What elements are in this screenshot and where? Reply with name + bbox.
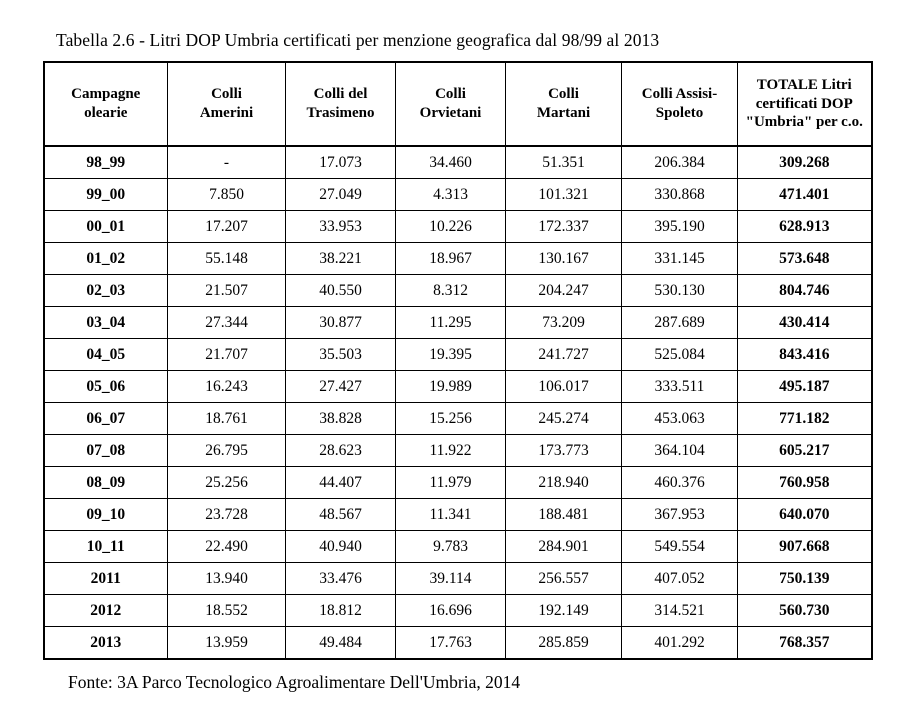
table-row (44, 595, 872, 627)
cell-totale: 430.414 (738, 307, 872, 339)
cell-value: 364.104 (622, 435, 738, 467)
cell-value: 16.696 (396, 595, 506, 627)
cell-campagna: 2011 (44, 563, 168, 595)
cell-value: 285.859 (506, 627, 622, 660)
cell-value: 40.940 (286, 531, 396, 563)
cell-totale: 804.746 (738, 275, 872, 307)
cell-campagna: 2012 (44, 595, 168, 627)
column-header-4 (506, 62, 622, 146)
cell-value: 16.243 (168, 371, 286, 403)
cell-value: 395.190 (622, 211, 738, 243)
cell-campagna: 05_06 (44, 371, 168, 403)
table-row (44, 307, 872, 339)
cell-value: 18.967 (396, 243, 506, 275)
column-header-6 (738, 62, 872, 146)
table-row (44, 371, 872, 403)
column-header-line: Spoleto (655, 105, 704, 121)
table-row (44, 243, 872, 275)
cell-value: 49.484 (286, 627, 396, 660)
cell-totale: 750.139 (738, 563, 872, 595)
cell-campagna: 00_01 (44, 211, 168, 243)
cell-campagna: 06_07 (44, 403, 168, 435)
cell-value: 19.395 (396, 339, 506, 371)
cell-campagna: 02_03 (44, 275, 168, 307)
cell-totale: 771.182 (738, 403, 872, 435)
cell-value: 18.812 (286, 595, 396, 627)
cell-value: 8.312 (396, 275, 506, 307)
table-row (44, 211, 872, 243)
column-header-line: Trasimeno (306, 105, 375, 121)
cell-totale: 768.357 (738, 627, 872, 660)
cell-value: 22.490 (168, 531, 286, 563)
cell-value: 9.783 (396, 531, 506, 563)
cell-value: 7.850 (168, 179, 286, 211)
cell-value: 525.084 (622, 339, 738, 371)
cell-totale: 573.648 (738, 243, 872, 275)
cell-value: 130.167 (506, 243, 622, 275)
cell-value: 30.877 (286, 307, 396, 339)
cell-value: 106.017 (506, 371, 622, 403)
cell-value: 33.953 (286, 211, 396, 243)
cell-value: 4.313 (396, 179, 506, 211)
cell-value: 28.623 (286, 435, 396, 467)
cell-value: 407.052 (622, 563, 738, 595)
cell-value: 17.207 (168, 211, 286, 243)
cell-value: 245.274 (506, 403, 622, 435)
cell-value: 188.481 (506, 499, 622, 531)
cell-value: 241.727 (506, 339, 622, 371)
cell-value: 101.321 (506, 179, 622, 211)
column-header-line: Martani (536, 105, 591, 121)
cell-totale: 560.730 (738, 595, 872, 627)
cell-totale: 640.070 (738, 499, 872, 531)
cell-campagna: 10_11 (44, 531, 168, 563)
cell-value: 39.114 (396, 563, 506, 595)
table-row (44, 563, 872, 595)
cell-value: 44.407 (286, 467, 396, 499)
cell-value: 11.922 (396, 435, 506, 467)
cell-totale: 843.416 (738, 339, 872, 371)
column-header-line: "Umbria" per c.o. (745, 114, 863, 131)
cell-value: 192.149 (506, 595, 622, 627)
column-header-line: certificati DOP (755, 95, 853, 112)
cell-totale: 471.401 (738, 179, 872, 211)
cell-value: 549.554 (622, 531, 738, 563)
column-header-line: TOTALE Litri (756, 76, 852, 93)
column-header-line: Orvietani (419, 105, 482, 121)
cell-value: 17.763 (396, 627, 506, 660)
cell-value: 15.256 (396, 403, 506, 435)
cell-value: 17.073 (286, 146, 396, 179)
cell-totale: 309.268 (738, 146, 872, 179)
table-header-row (44, 62, 872, 146)
column-header-2 (286, 62, 396, 146)
cell-value: 21.507 (168, 275, 286, 307)
cell-campagna: 08_09 (44, 467, 168, 499)
cell-value: 23.728 (168, 499, 286, 531)
cell-value: 453.063 (622, 403, 738, 435)
cell-value: 19.989 (396, 371, 506, 403)
column-header-5 (622, 62, 738, 146)
cell-campagna: 07_08 (44, 435, 168, 467)
cell-campagna: 04_05 (44, 339, 168, 371)
cell-value: 530.130 (622, 275, 738, 307)
cell-campagna: 99_00 (44, 179, 168, 211)
cell-campagna: 01_02 (44, 243, 168, 275)
column-header-line: Colli Assisi- (641, 86, 718, 103)
cell-totale: 760.958 (738, 467, 872, 499)
column-header-line: Colli (548, 86, 579, 103)
source-note: Fonte: 3A Parco Tecnologico Agroalimentare Dell'Umbria, 2014 (68, 672, 521, 692)
cell-value: 38.828 (286, 403, 396, 435)
cell-totale: 907.668 (738, 531, 872, 563)
cell-campagna: 2013 (44, 627, 168, 660)
cell-value: 172.337 (506, 211, 622, 243)
cell-value: 51.351 (506, 146, 622, 179)
table-row (44, 146, 872, 179)
cell-value: 38.221 (286, 243, 396, 275)
cell-value: 11.979 (396, 467, 506, 499)
cell-value: 27.344 (168, 307, 286, 339)
cell-value: - (168, 146, 286, 179)
column-header-line: Colli (211, 86, 242, 103)
cell-value: 460.376 (622, 467, 738, 499)
cell-value: 13.940 (168, 563, 286, 595)
table-body (44, 146, 872, 659)
cell-value: 173.773 (506, 435, 622, 467)
table-row (44, 499, 872, 531)
table-row (44, 531, 872, 563)
column-header-0 (44, 62, 168, 146)
cell-value: 11.295 (396, 307, 506, 339)
cell-value: 284.901 (506, 531, 622, 563)
cell-value: 26.795 (168, 435, 286, 467)
table-row (44, 627, 872, 660)
cell-value: 287.689 (622, 307, 738, 339)
table-row (44, 467, 872, 499)
table-row (44, 179, 872, 211)
cell-value: 21.707 (168, 339, 286, 371)
table-row (44, 403, 872, 435)
column-header-1 (168, 62, 286, 146)
cell-value: 18.552 (168, 595, 286, 627)
cell-value: 13.959 (168, 627, 286, 660)
cell-campagna: 98_99 (44, 146, 168, 179)
table-row (44, 275, 872, 307)
cell-totale: 605.217 (738, 435, 872, 467)
table-row (44, 339, 872, 371)
cell-value: 331.145 (622, 243, 738, 275)
cell-value: 10.226 (396, 211, 506, 243)
table-caption: Tabella 2.6 - Litri DOP Umbria certificati per menzione geografica dal 98/99 al 2013 (56, 30, 660, 50)
cell-value: 314.521 (622, 595, 738, 627)
cell-value: 73.209 (506, 307, 622, 339)
cell-totale: 495.187 (738, 371, 872, 403)
column-header-line: Colli (435, 86, 466, 103)
cell-value: 55.148 (168, 243, 286, 275)
cell-value: 206.384 (622, 146, 738, 179)
dop-liters-table (43, 61, 873, 660)
cell-value: 33.476 (286, 563, 396, 595)
cell-value: 48.567 (286, 499, 396, 531)
cell-value: 401.292 (622, 627, 738, 660)
table-row (44, 435, 872, 467)
cell-campagna: 03_04 (44, 307, 168, 339)
cell-value: 27.427 (286, 371, 396, 403)
cell-value: 34.460 (396, 146, 506, 179)
cell-value: 11.341 (396, 499, 506, 531)
cell-value: 40.550 (286, 275, 396, 307)
cell-value: 25.256 (168, 467, 286, 499)
cell-value: 218.940 (506, 467, 622, 499)
cell-value: 18.761 (168, 403, 286, 435)
cell-value: 330.868 (622, 179, 738, 211)
cell-value: 27.049 (286, 179, 396, 211)
table-header (44, 62, 872, 146)
cell-campagna: 09_10 (44, 499, 168, 531)
column-header-line: olearie (84, 105, 128, 121)
cell-value: 204.247 (506, 275, 622, 307)
cell-value: 256.557 (506, 563, 622, 595)
cell-value: 367.953 (622, 499, 738, 531)
column-header-line: Amerini (199, 105, 254, 121)
column-header-line: Colli del (313, 86, 368, 103)
column-header-line: Campagne (71, 86, 141, 103)
cell-totale: 628.913 (738, 211, 872, 243)
column-header-3 (396, 62, 506, 146)
cell-value: 35.503 (286, 339, 396, 371)
cell-value: 333.511 (622, 371, 738, 403)
